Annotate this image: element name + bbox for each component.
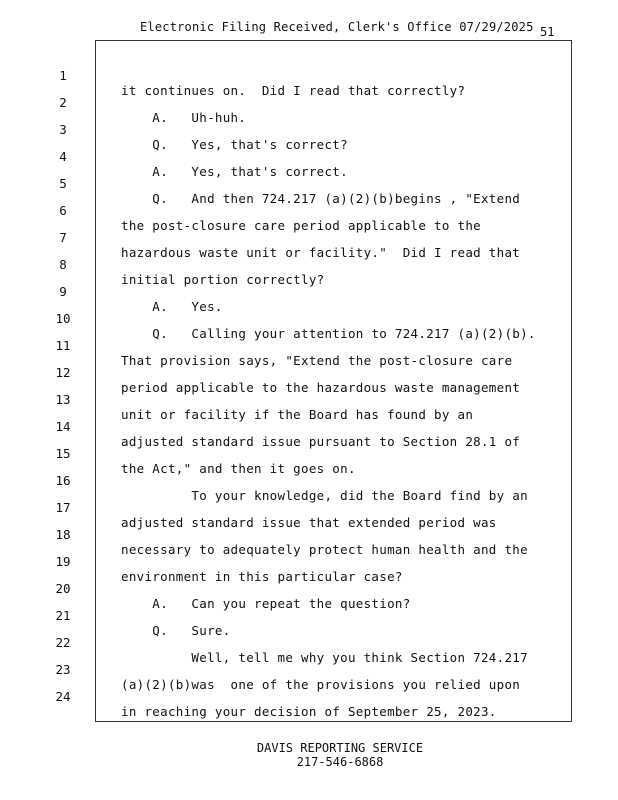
line-text: A. Uh-huh.: [121, 110, 247, 125]
line-number: 13: [55, 392, 71, 407]
transcript-line: [0, 620, 618, 665]
line-text: To your knowledge, did the Board find by an: [121, 488, 528, 503]
line-text: (a)(2)(b)was one of the provisions you relied upon: [121, 677, 521, 692]
line-number: 10: [55, 311, 71, 326]
line-number: 1: [59, 68, 67, 83]
reporter-company: DAVIS REPORTING SERVICE: [256, 741, 424, 755]
line-number: 20: [55, 581, 71, 596]
transcript-line: [0, 269, 618, 314]
line-number: 15: [55, 446, 71, 461]
line-number: 5: [59, 176, 67, 191]
line-number: 24: [55, 689, 71, 704]
transcript-line: [0, 431, 618, 476]
page-number: 51: [540, 25, 555, 39]
line-number: 21: [55, 608, 71, 623]
line-text: Well, tell me why you think Section 724.217: [121, 650, 528, 665]
line-number: 11: [55, 338, 71, 353]
line-text: A. Yes, that's correct.: [121, 164, 348, 179]
line-text: the post-closure care period applicable to the: [121, 218, 481, 233]
line-text: period applicable to the hazardous waste management: [121, 380, 521, 395]
line-text: A. Can you repeat the question?: [121, 596, 411, 611]
transcript-line: [0, 107, 618, 152]
line-number: 18: [55, 527, 71, 542]
transcript-line: [0, 512, 618, 557]
line-number: 16: [55, 473, 71, 488]
line-text: environment in this particular case?: [121, 569, 403, 584]
transcript-line: [0, 350, 618, 395]
line-number: 22: [55, 635, 71, 650]
line-number: 3: [59, 122, 67, 137]
transcript-line: [0, 674, 618, 719]
transcript-line: [0, 404, 618, 449]
line-text: That provision says, "Extend the post-closure care: [121, 353, 513, 368]
transcript-line: [0, 485, 618, 530]
line-text: necessary to adequately protect human health and the: [121, 542, 528, 557]
transcript-line: [0, 134, 618, 179]
transcript-line: [0, 53, 618, 98]
transcript-line: [0, 647, 618, 692]
filing-header: Electronic Filing Received, Clerk's Office 07/29/2025: [140, 20, 534, 34]
line-text: Q. Calling your attention to 724.217 (a)(2)(b).: [121, 326, 536, 341]
line-text: adjusted standard issue pursuant to Section 28.1 of: [121, 434, 521, 449]
line-number: 8: [59, 257, 67, 272]
line-number: 6: [59, 203, 67, 218]
transcript-line: [0, 188, 618, 233]
line-number: 19: [55, 554, 71, 569]
line-text: the Act," and then it goes on.: [121, 461, 356, 476]
transcript-line: [0, 323, 618, 368]
line-number: 9: [59, 284, 67, 299]
transcript-line: [0, 377, 618, 422]
transcript-line: [0, 215, 618, 260]
line-text: Q. Yes, that's correct?: [121, 137, 348, 152]
line-number: 14: [55, 419, 71, 434]
transcript-line: [0, 242, 618, 287]
transcript-line: [0, 458, 618, 503]
transcript-line: [0, 296, 618, 341]
line-number: 4: [59, 149, 67, 164]
line-text: in reaching your decision of September 25, 2023.: [121, 704, 497, 719]
line-text: it continues on. Did I read that correctly?: [121, 83, 466, 98]
line-number: 17: [55, 500, 71, 515]
transcript-line: [0, 566, 618, 611]
line-text: Q. Sure.: [121, 623, 231, 638]
transcript-line: [0, 161, 618, 206]
line-number: 2: [59, 95, 67, 110]
line-text: adjusted standard issue that extended period was: [121, 515, 497, 530]
line-number: 12: [55, 365, 71, 380]
line-number: 7: [59, 230, 67, 245]
line-text: A. Yes.: [121, 299, 223, 314]
line-text: hazardous waste unit or facility." Did I read that: [121, 245, 521, 260]
line-number: 23: [55, 662, 71, 677]
line-text: Q. And then 724.217 (a)(2)(b)begins , "Extend: [121, 191, 521, 206]
transcript-line: [0, 80, 618, 125]
transcript-line: [0, 593, 618, 638]
transcript-line: [0, 539, 618, 584]
reporter-phone: 217-546-6868: [296, 755, 384, 769]
line-text: initial portion correctly?: [121, 272, 325, 287]
line-text: unit or facility if the Board has found by an: [121, 407, 474, 422]
